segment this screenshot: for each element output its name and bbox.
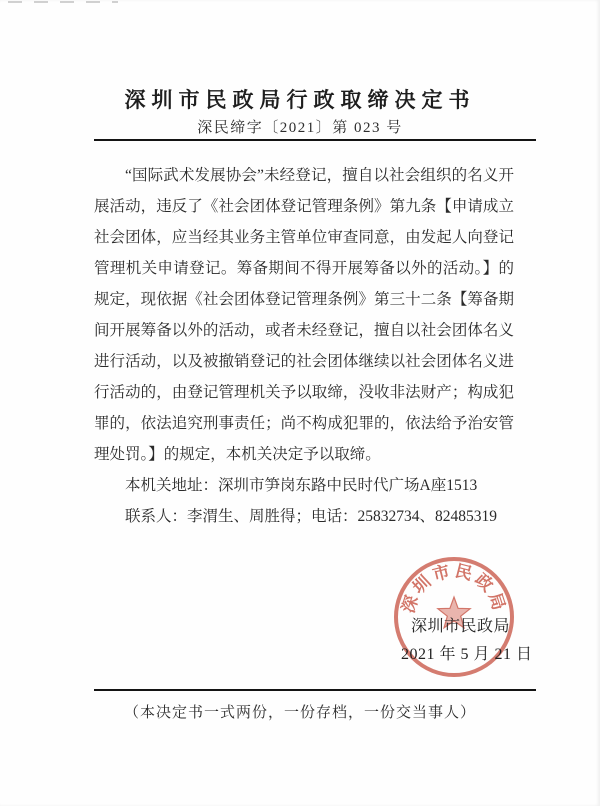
document-title: 深圳市民政局行政取缔决定书 [124, 89, 476, 112]
footer-divider [94, 689, 536, 691]
main-paragraph: “国际武术发展协会”未经登记，擅自以社会组织的名义开展活动，违反了《社会团体登记管理条例》第九条【申请成立社会团体，应当经其业务主管单位审查同意，由发起人向登记管理机关申请登记。筹备期间不得开展筹备以外的活动。】的规定，现依据《社会团体登记管理条例》第三十二条【筹备期间开展筹备以外的活动，或者未经登记，擅自以社会团体名义进行活动，以及被撤销登记的社会团体继续以社会团体名义进行活动的，由登记管理机关予以取缔，没收非法财产；构成犯罪的，依法追究刑事责任；尚不构成犯罪的，依法给予治安管理处罚。】的规定，本机关决定予以取缔。 [94, 167, 514, 463]
document-body [94, 160, 514, 532]
address-line: 本机关地址：深圳市笋岗东路中民时代广场A座1513 [125, 477, 478, 494]
issuer-name: 深圳市民政局 [411, 618, 511, 635]
document-number: 深民缔字〔2021〕第 023 号 [197, 120, 403, 136]
header-divider [94, 139, 536, 141]
contact-line: 联系人：李渭生、周胜得；电话：25832734、82485319 [125, 508, 498, 525]
seal-arc-text: 深圳市民政局 [398, 561, 510, 616]
scan-artifact [8, 1, 118, 3]
footer-note: （本决定书一式两份，一份存档，一份交当事人） [123, 705, 476, 721]
issue-date: 2021 年 5 月 21 日 [401, 646, 533, 663]
